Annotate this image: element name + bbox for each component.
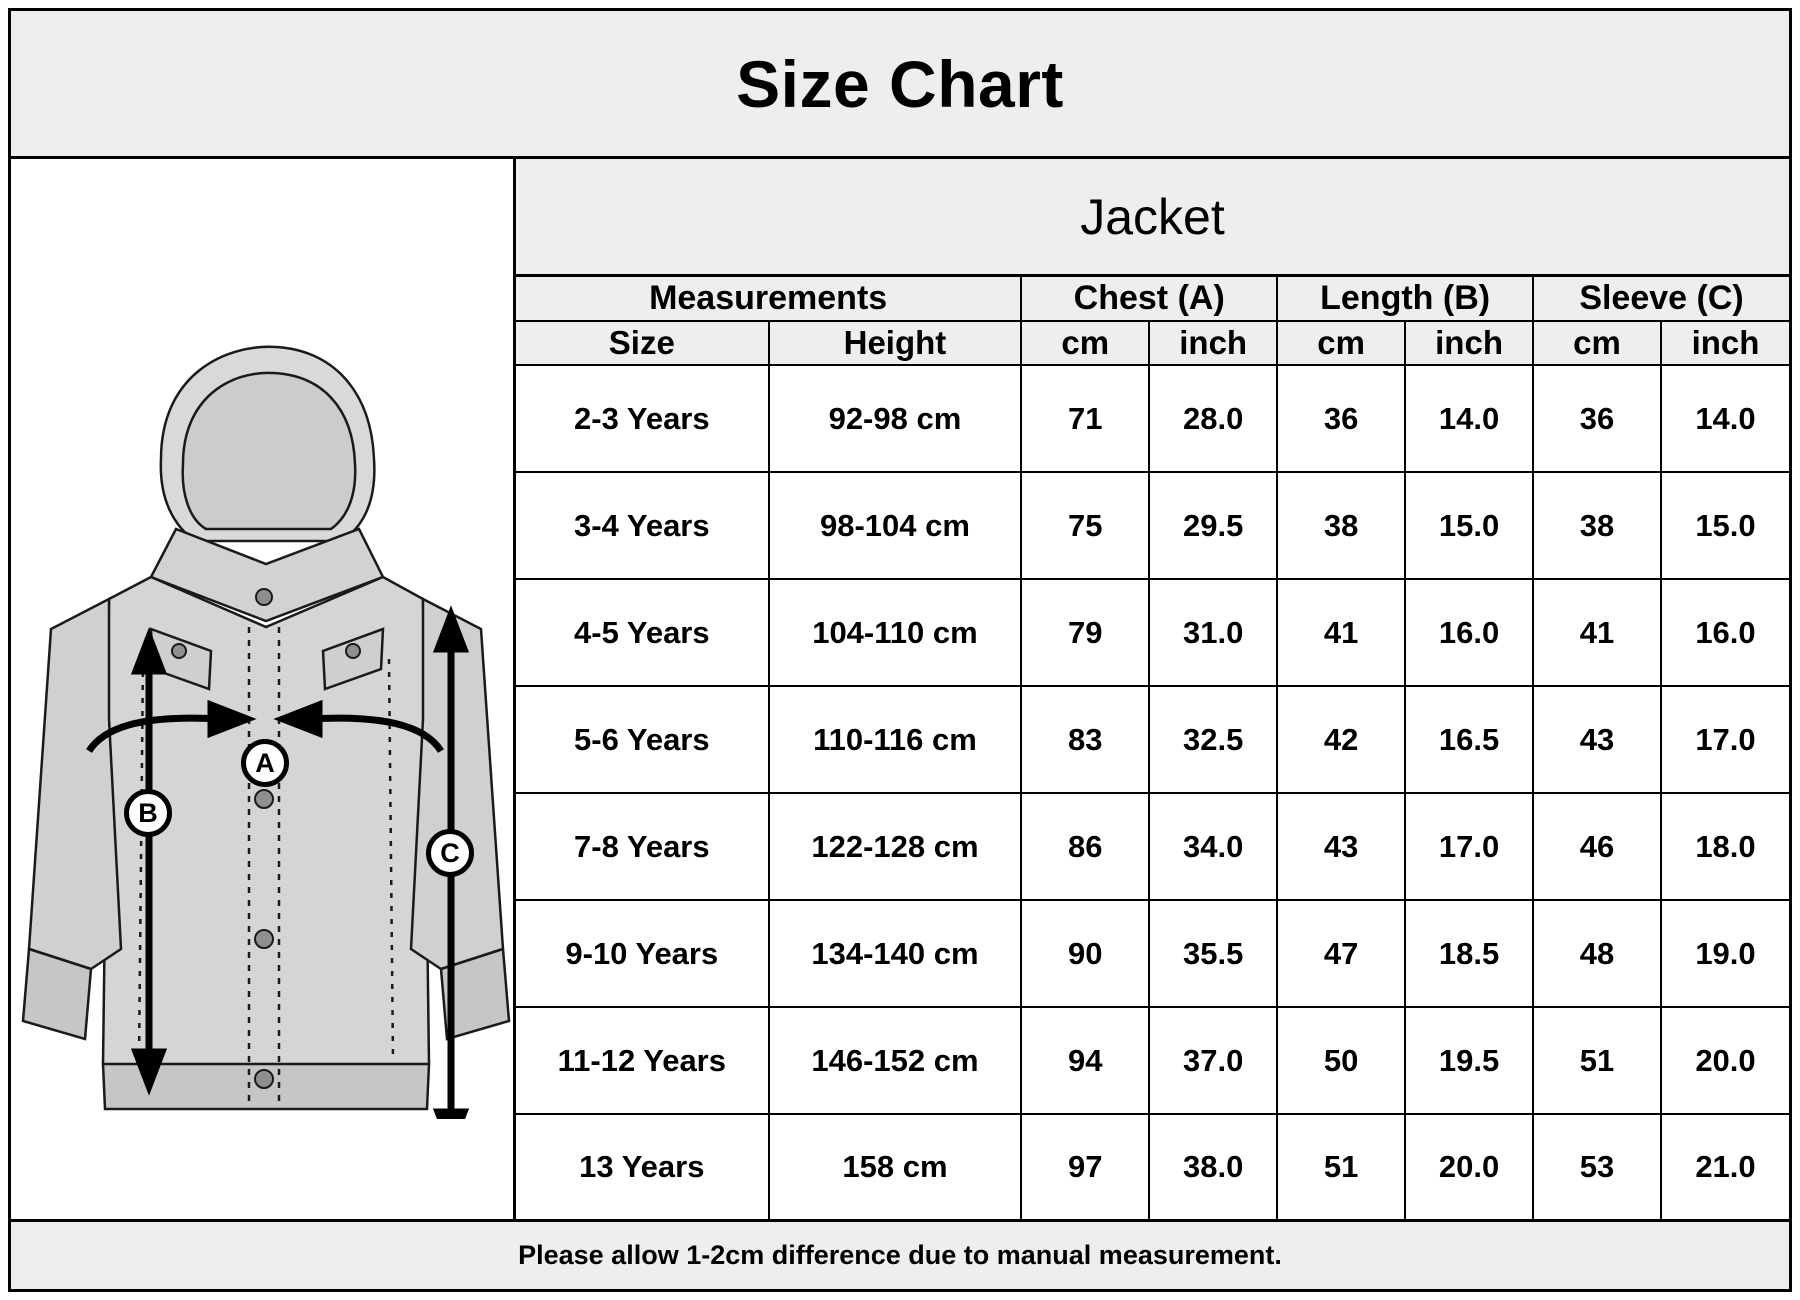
- cell-sleeve-inch: 19.0: [1661, 900, 1789, 1007]
- cell-sleeve-cm: 48: [1533, 900, 1661, 1007]
- table-row: [516, 686, 1789, 793]
- cell-chest-cm: 86: [1021, 793, 1149, 900]
- cell-length-inch: 20.0: [1405, 1114, 1533, 1219]
- cell-sleeve-cm: 53: [1533, 1114, 1661, 1219]
- cell-sleeve-inch: 17.0: [1661, 686, 1789, 793]
- cell-length-cm: 42: [1277, 686, 1405, 793]
- cell-height: 158 cm: [769, 1114, 1022, 1219]
- table-row: [516, 1114, 1789, 1219]
- cell-size: 11-12 Years: [516, 1007, 769, 1114]
- cell-size: 3-4 Years: [516, 472, 769, 579]
- cell-height: 122-128 cm: [769, 793, 1022, 900]
- cell-length-inch: 19.5: [1405, 1007, 1533, 1114]
- column-header-length-inch: inch: [1405, 321, 1533, 365]
- table-row: [516, 579, 1789, 686]
- cell-height: 146-152 cm: [769, 1007, 1022, 1114]
- cell-length-cm: 36: [1277, 365, 1405, 472]
- cell-chest-inch: 38.0: [1149, 1114, 1277, 1219]
- cell-height: 98-104 cm: [769, 472, 1022, 579]
- table-row: [516, 900, 1789, 1007]
- marker-c: C: [426, 829, 474, 877]
- measurement-table-pane: [516, 159, 1789, 1219]
- cell-sleeve-inch: 15.0: [1661, 472, 1789, 579]
- cell-height: 92-98 cm: [769, 365, 1022, 472]
- cell-chest-inch: 32.5: [1149, 686, 1277, 793]
- cell-sleeve-cm: 46: [1533, 793, 1661, 900]
- column-header-height: Height: [769, 321, 1022, 365]
- cell-chest-inch: 29.5: [1149, 472, 1277, 579]
- column-header-sleeve-cm: cm: [1533, 321, 1661, 365]
- chart-body: [11, 159, 1789, 1219]
- cell-sleeve-cm: 41: [1533, 579, 1661, 686]
- column-header-size: Size: [516, 321, 769, 365]
- cell-length-cm: 38: [1277, 472, 1405, 579]
- table-group-header-row: [516, 277, 1789, 321]
- table-row: [516, 1007, 1789, 1114]
- cell-sleeve-cm: 38: [1533, 472, 1661, 579]
- cell-length-cm: 43: [1277, 793, 1405, 900]
- cell-chest-cm: 94: [1021, 1007, 1149, 1114]
- garment-title: Jacket: [516, 159, 1789, 277]
- cell-chest-inch: 31.0: [1149, 579, 1277, 686]
- cell-chest-cm: 79: [1021, 579, 1149, 686]
- cell-length-cm: 50: [1277, 1007, 1405, 1114]
- cell-height: 104-110 cm: [769, 579, 1022, 686]
- column-header-sleeve-inch: inch: [1661, 321, 1789, 365]
- group-header-sleeve: Sleeve (C): [1533, 277, 1789, 321]
- cell-length-inch: 17.0: [1405, 793, 1533, 900]
- table-row: [516, 793, 1789, 900]
- table-row: [516, 365, 1789, 472]
- cell-length-inch: 18.5: [1405, 900, 1533, 1007]
- table-row: [516, 472, 1789, 579]
- cell-size: 7-8 Years: [516, 793, 769, 900]
- cell-length-cm: 51: [1277, 1114, 1405, 1219]
- page-title: Size Chart: [736, 46, 1064, 121]
- table-unit-header-row: [516, 321, 1789, 365]
- cell-sleeve-inch: 20.0: [1661, 1007, 1789, 1114]
- cell-chest-cm: 97: [1021, 1114, 1149, 1219]
- cell-chest-cm: 71: [1021, 365, 1149, 472]
- cell-length-inch: 16.0: [1405, 579, 1533, 686]
- cell-sleeve-inch: 16.0: [1661, 579, 1789, 686]
- cell-length-inch: 15.0: [1405, 472, 1533, 579]
- cell-size: 5-6 Years: [516, 686, 769, 793]
- cell-chest-inch: 35.5: [1149, 900, 1277, 1007]
- cell-size: 9-10 Years: [516, 900, 769, 1007]
- cell-sleeve-cm: 51: [1533, 1007, 1661, 1114]
- column-header-length-cm: cm: [1277, 321, 1405, 365]
- cell-sleeve-inch: 21.0: [1661, 1114, 1789, 1219]
- cell-sleeve-cm: 43: [1533, 686, 1661, 793]
- marker-a: A: [241, 739, 289, 787]
- footer-note-bar: [11, 1219, 1789, 1289]
- jacket-illustration: [11, 159, 513, 1119]
- cell-sleeve-inch: 18.0: [1661, 793, 1789, 900]
- cell-chest-cm: 90: [1021, 900, 1149, 1007]
- cell-chest-cm: 75: [1021, 472, 1149, 579]
- marker-b: B: [124, 789, 172, 837]
- cell-size: 4-5 Years: [516, 579, 769, 686]
- cell-chest-inch: 37.0: [1149, 1007, 1277, 1114]
- cell-size: 13 Years: [516, 1114, 769, 1219]
- page-title-bar: [11, 11, 1789, 159]
- cell-size: 2-3 Years: [516, 365, 769, 472]
- group-header-length: Length (B): [1277, 277, 1533, 321]
- cell-length-inch: 14.0: [1405, 365, 1533, 472]
- group-header-measurements: Measurements: [516, 277, 1021, 321]
- cell-length-inch: 16.5: [1405, 686, 1533, 793]
- cell-height: 134-140 cm: [769, 900, 1022, 1007]
- cell-length-cm: 41: [1277, 579, 1405, 686]
- footer-note: Please allow 1-2cm difference due to manual measurement.: [518, 1240, 1282, 1270]
- cell-height: 110-116 cm: [769, 686, 1022, 793]
- table-body: [516, 365, 1789, 1219]
- cell-chest-inch: 28.0: [1149, 365, 1277, 472]
- garment-illustration-pane: [11, 159, 516, 1219]
- cell-sleeve-cm: 36: [1533, 365, 1661, 472]
- chart-frame: [8, 8, 1792, 1292]
- cell-length-cm: 47: [1277, 900, 1405, 1007]
- size-table: [516, 277, 1789, 1219]
- cell-sleeve-inch: 14.0: [1661, 365, 1789, 472]
- cell-chest-cm: 83: [1021, 686, 1149, 793]
- cell-chest-inch: 34.0: [1149, 793, 1277, 900]
- column-header-chest-cm: cm: [1021, 321, 1149, 365]
- group-header-chest: Chest (A): [1021, 277, 1277, 321]
- column-header-chest-inch: inch: [1149, 321, 1277, 365]
